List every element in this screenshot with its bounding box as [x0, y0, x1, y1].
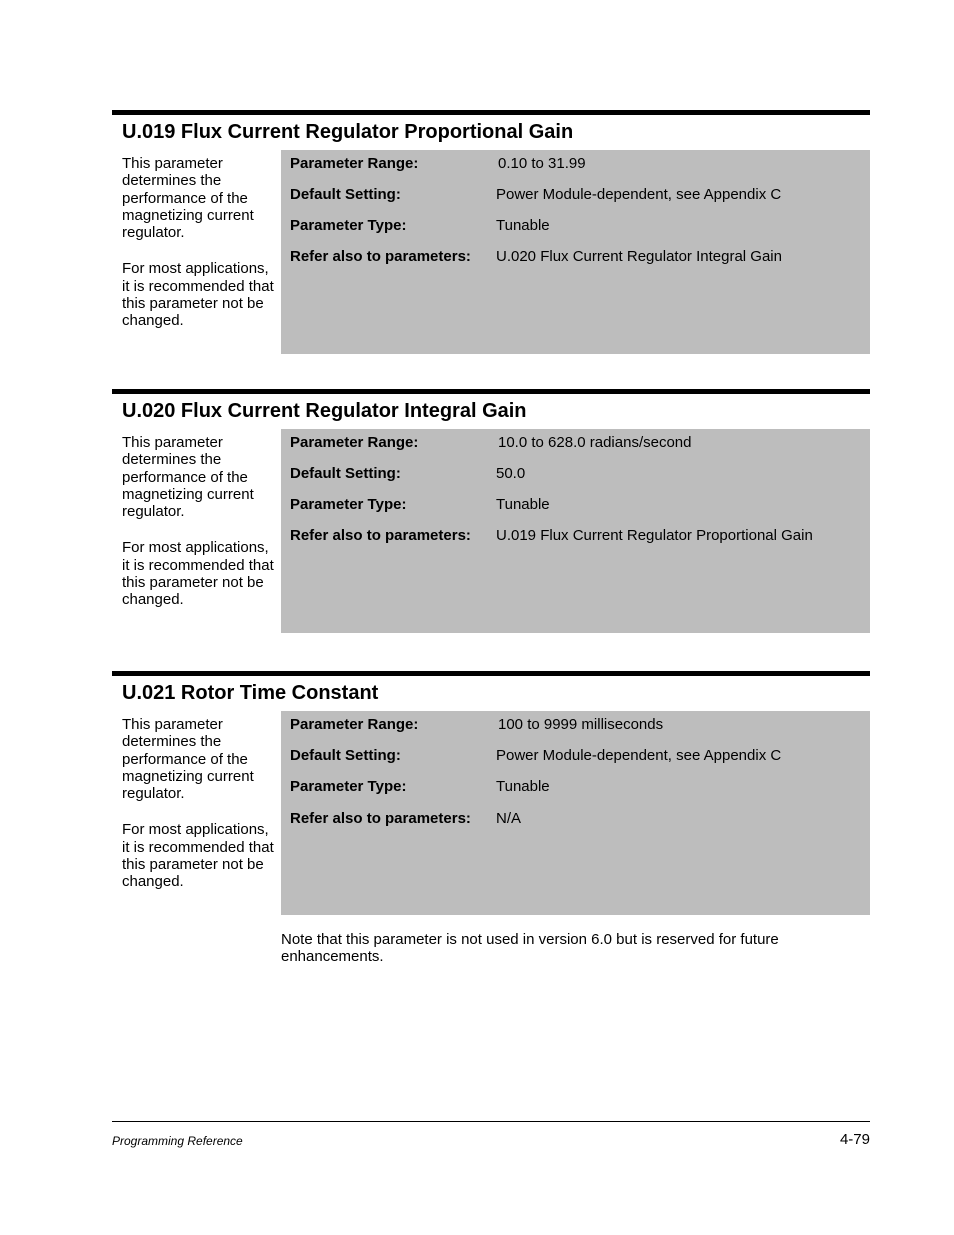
row-value: 0.10 to 31.99 — [498, 155, 586, 172]
section-description — [122, 716, 277, 910]
parameter-section-u020 — [112, 389, 870, 609]
description-paragraph: For most applications, it is recommended that this parameter not be changed. — [122, 821, 274, 891]
row-label: Refer also to parameters: — [290, 248, 471, 265]
description-paragraph: For most applications, it is recommended that this parameter not be changed. — [122, 539, 274, 609]
section-title: U.021 Rotor Time Constant — [122, 682, 379, 704]
description-paragraph: For most applications, it is recommended that this parameter not be changed. — [122, 260, 274, 330]
row-value: Power Module-dependent, see Appendix C — [496, 747, 782, 764]
row-label: Default Setting: — [290, 747, 401, 764]
parameter-section-u021 — [112, 671, 870, 891]
row-value: Tunable — [496, 217, 550, 234]
section-title: U.020 Flux Current Regulator Integral Gain — [122, 400, 527, 422]
row-label: Parameter Range: — [290, 716, 419, 733]
page-number: 4-79 — [839, 1131, 870, 1148]
row-label: Parameter Range: — [290, 434, 419, 451]
row-value: U.020 Flux Current Regulator Integral Gain — [496, 248, 782, 265]
parameter-section-u019 — [112, 110, 870, 330]
row-value: Tunable — [496, 496, 550, 513]
version-note: Note that this parameter is not used in version 6.0 but is reserved for future enhancements. — [281, 931, 779, 966]
description-paragraph: This parameter determines the performance of the magnetizing current regulator. — [122, 155, 254, 242]
section-description — [122, 155, 277, 349]
row-label: Parameter Range: — [290, 155, 419, 172]
row-value: 50.0 — [496, 465, 526, 482]
parameter-details-panel — [281, 429, 870, 633]
parameter-details-panel — [281, 150, 870, 354]
section-rule — [112, 671, 870, 676]
section-description — [122, 434, 277, 628]
description-paragraph: This parameter determines the performance of the magnetizing current regulator. — [122, 434, 254, 521]
section-rule — [112, 110, 870, 115]
row-label: Parameter Type: — [290, 496, 407, 513]
row-value: N/A — [496, 810, 522, 827]
section-title: U.019 Flux Current Regulator Proportional Gain — [122, 121, 574, 143]
row-value: 100 to 9999 milliseconds — [498, 716, 664, 733]
row-label: Default Setting: — [290, 186, 401, 203]
row-label: Refer also to parameters: — [290, 527, 471, 544]
row-label: Default Setting: — [290, 465, 401, 482]
row-value: Tunable — [496, 778, 550, 795]
description-paragraph: This parameter determines the performance of the magnetizing current regulator. — [122, 716, 254, 803]
row-value: U.019 Flux Current Regulator Proportional Gain — [496, 527, 813, 544]
parameter-details-panel — [281, 711, 870, 915]
row-label: Refer also to parameters: — [290, 810, 471, 827]
row-label: Parameter Type: — [290, 217, 407, 234]
row-label: Parameter Type: — [290, 778, 407, 795]
row-value: Power Module-dependent, see Appendix C — [496, 186, 782, 203]
row-value: 10.0 to 628.0 radians/second — [498, 434, 692, 451]
section-rule — [112, 389, 870, 394]
footer-rule — [112, 1121, 870, 1122]
footer-document-title: Programming Reference — [112, 1134, 243, 1148]
